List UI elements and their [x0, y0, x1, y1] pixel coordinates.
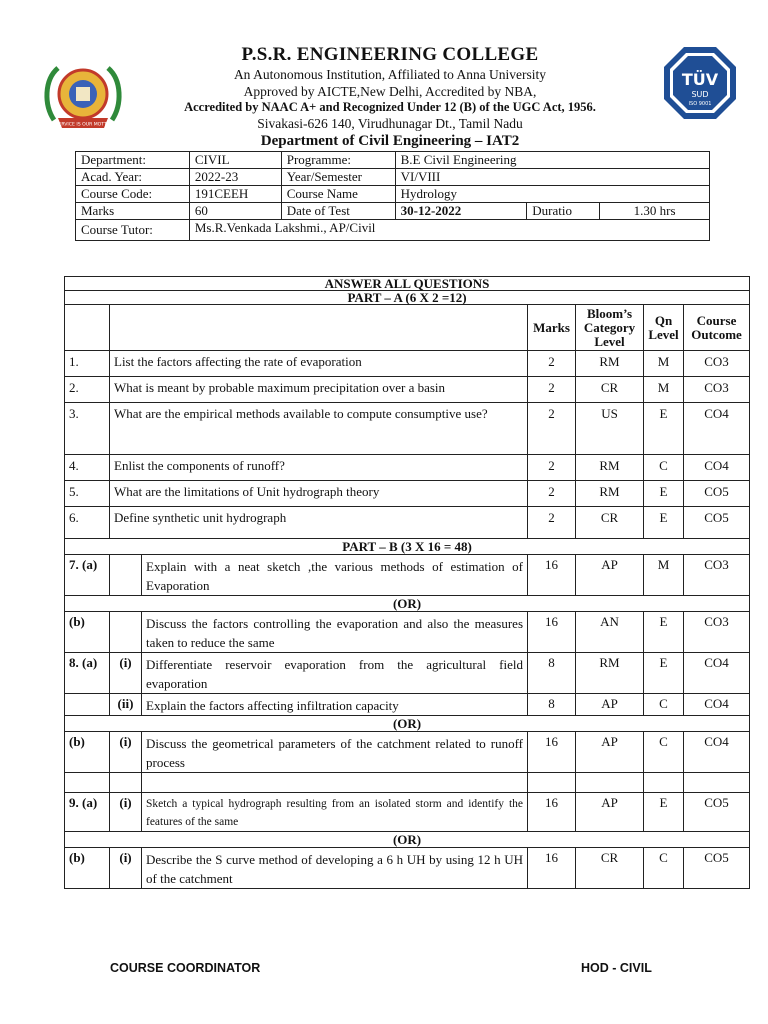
programme-value: B.E Civil Engineering	[395, 152, 709, 169]
part-a-row	[65, 507, 750, 539]
question-blooms: RM	[576, 351, 644, 377]
question-qn-level: E	[644, 612, 684, 653]
question-text: What are the limitations of Unit hydrograph theory	[110, 481, 528, 507]
course-coordinator-signature: COURSE COORDINATOR	[110, 961, 261, 975]
department-title: Department of Civil Engineering – IAT2	[260, 133, 520, 149]
blooms-header: Bloom’s Category Level	[576, 305, 644, 351]
question-outcome: CO5	[684, 848, 750, 889]
question-blooms: RM	[576, 481, 644, 507]
question-blooms: CR	[576, 377, 644, 403]
course-name-value: Hydrology	[395, 186, 709, 203]
question-marks: 2	[528, 455, 576, 481]
course-code-label: Course Code:	[76, 186, 190, 203]
question-number: 5.	[65, 481, 110, 507]
question-text: Define synthetic unit hydrograph	[110, 507, 528, 539]
part-b-row	[65, 848, 750, 889]
question-number: 9. (a)	[65, 793, 110, 832]
question-qn-level: C	[644, 694, 684, 716]
semester-value: VI/VIII	[395, 169, 709, 186]
question-qn-level: C	[644, 732, 684, 773]
or-row	[65, 832, 750, 848]
question-text: Differentiate reservoir evaporation from the agricultural field evaporation	[142, 653, 528, 694]
part-b-row	[65, 653, 750, 694]
hod-signature: HOD - CIVIL	[581, 961, 652, 975]
part-b-row	[65, 793, 750, 832]
question-outcome: CO3	[684, 612, 750, 653]
blank-cell	[528, 773, 576, 793]
question-text: Explain the factors affecting infiltration capacity	[142, 694, 528, 716]
sud-text: SUD	[691, 90, 709, 99]
question-marks: 2	[528, 481, 576, 507]
question-text: Describe the S curve method of developing a 6 h UH by using 12 h UH of the catchment	[142, 848, 528, 889]
college-emblem-icon	[40, 60, 126, 134]
question-number: (b)	[65, 612, 110, 653]
sub-question-number: (ii)	[110, 694, 142, 716]
part-b-title: PART – B (3 X 16 = 48)	[65, 539, 750, 555]
question-blooms: AP	[576, 732, 644, 773]
emblem-motto: SERVICE IS OUR MOTTO	[55, 122, 111, 128]
approval-line: Approved by AICTE,New Delhi, Accredited by NBA,	[243, 84, 537, 99]
part-a-row	[65, 351, 750, 377]
question-marks: 2	[528, 507, 576, 539]
question-blooms: CR	[576, 848, 644, 889]
question-header	[110, 305, 528, 351]
part-b-row	[65, 732, 750, 773]
college-name: P.S.R. ENGINEERING COLLEGE	[241, 44, 539, 65]
qno-header	[65, 305, 110, 351]
question-text: What is meant by probable maximum precipitation over a basin	[110, 377, 528, 403]
question-blooms: RM	[576, 455, 644, 481]
question-qn-level: E	[644, 653, 684, 694]
question-text: Sketch a typical hydrograph resulting from an isolated storm and identify the features of the same	[142, 793, 528, 832]
question-text: Discuss the geometrical parameters of the catchment related to runoff process	[142, 732, 528, 773]
sub-question-number: (i)	[110, 848, 142, 889]
date-value: 30-12-2022	[395, 203, 527, 220]
instruction: ANSWER ALL QUESTIONS	[65, 277, 750, 291]
question-outcome: CO3	[684, 377, 750, 403]
sub-question-number: (i)	[110, 732, 142, 773]
question-number: 4.	[65, 455, 110, 481]
course-name-label: Course Name	[281, 186, 395, 203]
date-label: Date of Test	[281, 203, 395, 220]
question-blooms: AN	[576, 612, 644, 653]
question-qn-level: E	[644, 481, 684, 507]
question-outcome: CO4	[684, 694, 750, 716]
address-line: Sivakasi-626 140, Virudhunagar Dt., Tamil Nadu	[257, 116, 523, 131]
question-number: 3.	[65, 403, 110, 455]
part-b-row	[65, 555, 750, 596]
question-outcome: CO5	[684, 793, 750, 832]
question-qn-level: E	[644, 793, 684, 832]
marks-value: 60	[189, 203, 281, 220]
tutor-value: Ms.R.Venkada Lakshmi., AP/Civil	[189, 220, 709, 241]
question-qn-level: C	[644, 455, 684, 481]
question-number: (b)	[65, 732, 110, 773]
blank-cell	[110, 773, 142, 793]
accreditation-line: Accredited by NAAC A+ and Recognized Under 12 (B) of the UGC Act, 1956.	[184, 100, 596, 114]
part-a-title: PART – A (6 X 2 =12)	[65, 291, 750, 305]
part-a-row	[65, 481, 750, 507]
department-label: Department:	[76, 152, 190, 169]
affiliation-line: An Autonomous Institution, Affiliated to Anna University	[233, 67, 547, 82]
question-qn-level: C	[644, 848, 684, 889]
or-row	[65, 596, 750, 612]
question-qn-level: E	[644, 507, 684, 539]
tuv-text: TÜV	[681, 70, 719, 89]
question-number: 1.	[65, 351, 110, 377]
outcome-header: Course Outcome	[684, 305, 750, 351]
question-outcome: CO3	[684, 555, 750, 596]
question-outcome: CO4	[684, 455, 750, 481]
question-number: 8. (a)	[65, 653, 110, 694]
blank-cell	[684, 773, 750, 793]
semester-label: Year/Semester	[281, 169, 395, 186]
or-label: (OR)	[65, 832, 750, 848]
question-blooms: RM	[576, 653, 644, 694]
qn-level-header: Qn Level	[644, 305, 684, 351]
question-marks: 16	[528, 555, 576, 596]
duration-value: 1.30 hrs	[600, 203, 710, 220]
question-blooms: CR	[576, 507, 644, 539]
question-blooms: AP	[576, 793, 644, 832]
blank-cell	[644, 773, 684, 793]
part-a-row	[65, 455, 750, 481]
or-label: (OR)	[65, 596, 750, 612]
sub-question-number: (i)	[110, 653, 142, 694]
question-text: What are the empirical methods available to compute consumptive use?	[110, 403, 528, 455]
question-marks: 16	[528, 732, 576, 773]
part-b-row	[65, 612, 750, 653]
year-label: Acad. Year:	[76, 169, 190, 186]
tuv-certification-icon	[662, 45, 738, 121]
question-text: Explain with a neat sketch ,the various methods of estimation of Evaporation	[142, 555, 528, 596]
question-number: 2.	[65, 377, 110, 403]
or-row	[65, 716, 750, 732]
question-outcome: CO3	[684, 351, 750, 377]
blank-cell	[142, 773, 528, 793]
question-marks: 16	[528, 848, 576, 889]
question-qn-level: M	[644, 377, 684, 403]
question-outcome: CO4	[684, 732, 750, 773]
question-blooms: AP	[576, 694, 644, 716]
question-number: (b)	[65, 848, 110, 889]
sub-question-number: (i)	[110, 793, 142, 832]
question-blooms: AP	[576, 555, 644, 596]
tutor-label: Course Tutor:	[76, 220, 190, 241]
course-code-value: 191CEEH	[189, 186, 281, 203]
question-marks: 8	[528, 653, 576, 694]
marks-header: Marks	[528, 305, 576, 351]
question-blooms: US	[576, 403, 644, 455]
programme-label: Programme:	[281, 152, 395, 169]
question-marks: 2	[528, 377, 576, 403]
marks-label: Marks	[76, 203, 190, 220]
question-outcome: CO4	[684, 403, 750, 455]
duration-label: Duratio	[527, 203, 600, 220]
part-a-row	[65, 403, 750, 455]
question-paper	[64, 276, 750, 889]
question-outcome: CO5	[684, 481, 750, 507]
part-b-title-row	[65, 539, 750, 555]
question-text: Enlist the components of runoff?	[110, 455, 528, 481]
sub-question-number	[110, 612, 142, 653]
year-value: 2022-23	[189, 169, 281, 186]
question-qn-level: M	[644, 351, 684, 377]
blank-cell	[65, 773, 110, 793]
question-number	[65, 694, 110, 716]
department-value: CIVIL	[189, 152, 281, 169]
part-b-row	[65, 694, 750, 716]
question-outcome: CO4	[684, 653, 750, 694]
question-number: 6.	[65, 507, 110, 539]
question-marks: 2	[528, 403, 576, 455]
question-qn-level: E	[644, 403, 684, 455]
question-marks: 2	[528, 351, 576, 377]
question-outcome: CO5	[684, 507, 750, 539]
question-text: List the factors affecting the rate of evaporation	[110, 351, 528, 377]
or-label: (OR)	[65, 716, 750, 732]
exam-info-table	[75, 151, 710, 241]
blank-row	[65, 773, 750, 793]
blank-cell	[576, 773, 644, 793]
question-number: 7. (a)	[65, 555, 110, 596]
part-a-row	[65, 377, 750, 403]
question-text: Discuss the factors controlling the evaporation and also the measures taken to reduce the same	[142, 612, 528, 653]
question-marks: 16	[528, 793, 576, 832]
iso-text: ISO 9001	[688, 101, 712, 107]
question-marks: 16	[528, 612, 576, 653]
question-qn-level: M	[644, 555, 684, 596]
sub-question-number	[110, 555, 142, 596]
question-marks: 8	[528, 694, 576, 716]
